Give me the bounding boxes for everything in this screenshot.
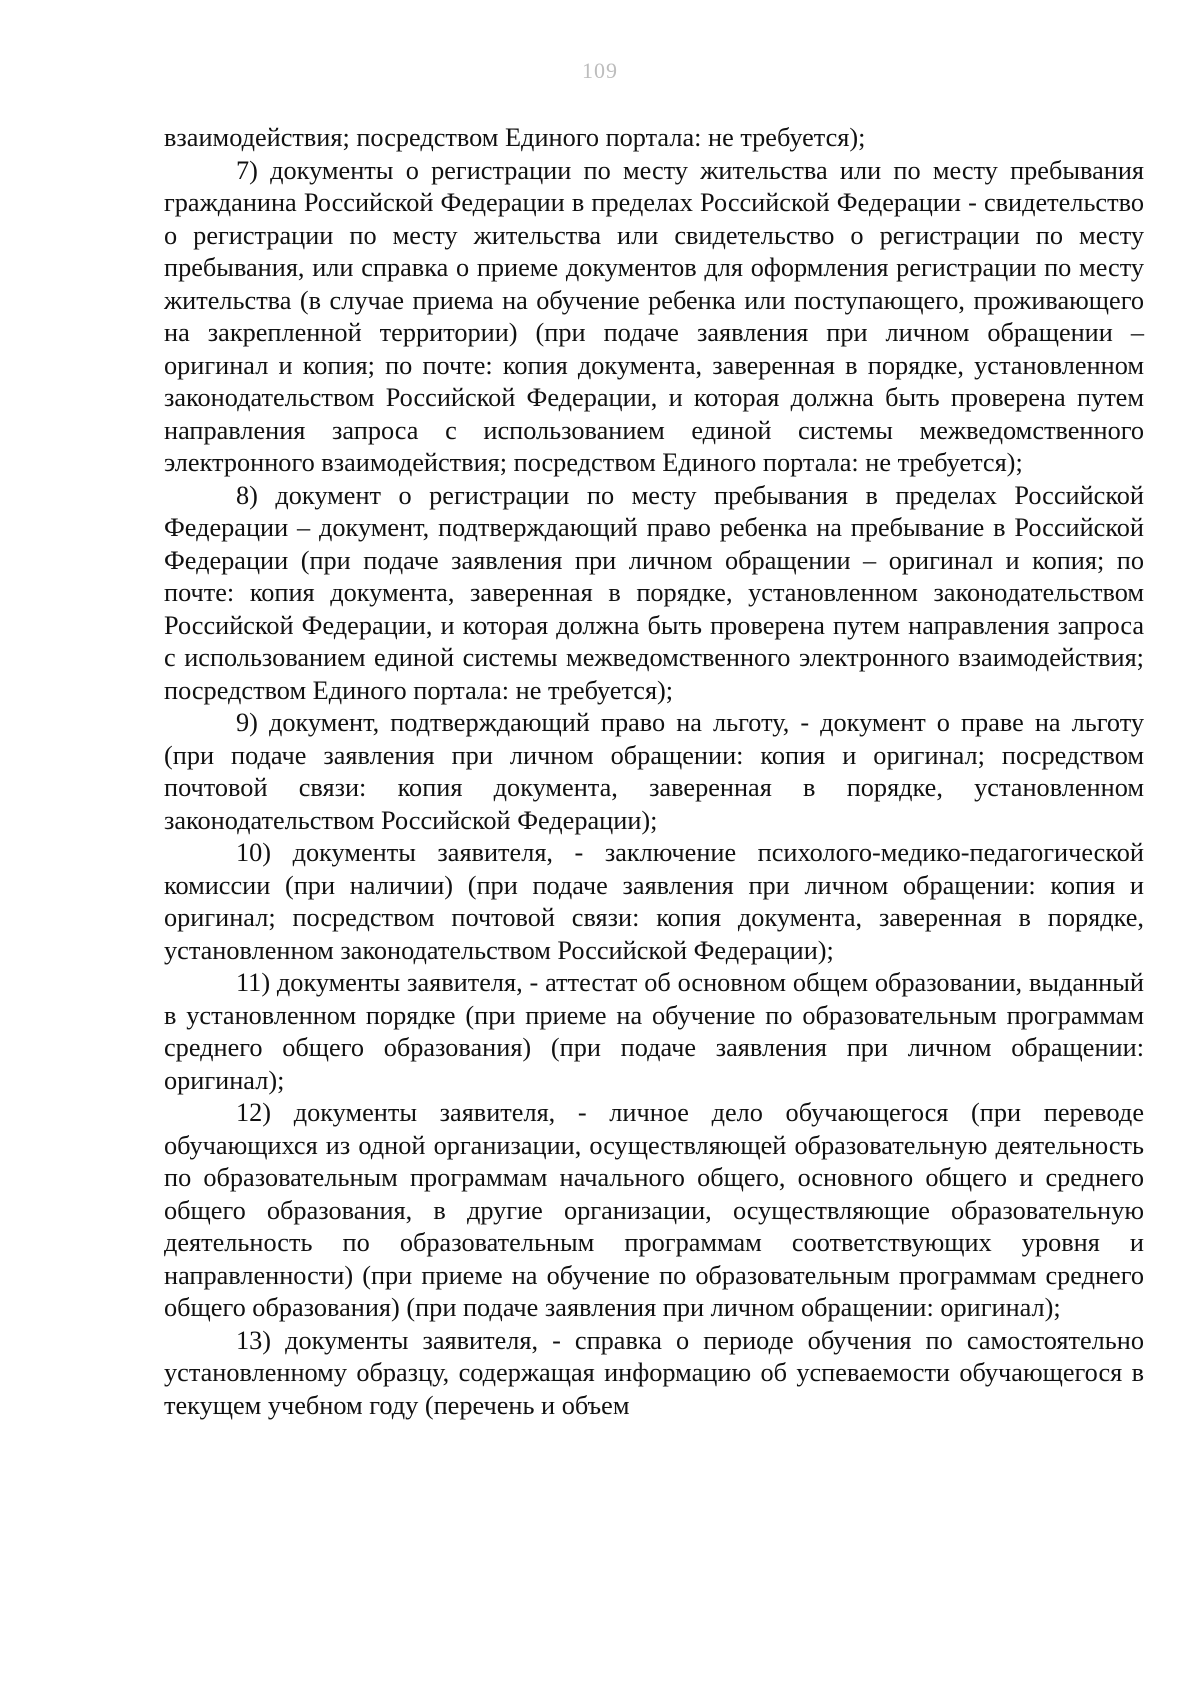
paragraph-item-9: 9) документ, подтверждающий право на льготу, - документ о праве на льготу (при подаче заявления при личном обращении: копия и оригинал; посредством почтовой связи: копия документа, заверенная в порядке, установленном законодательством Российской Федерации); xyxy=(164,708,1144,835)
paragraph-item-8: 8) документ о регистрации по месту пребывания в пределах Российской Федерации – документ, подтверждающий право ребенка на пребывание в Российской Федерации (при подаче заявления при личном обращении – оригинал и копия; по почте: копия документа, заверенная в порядке, установленном законодательством Российской Федерации, и которая должна быть проверена путем направления запроса с использованием единой системы межведомственного электронного взаимодействия; посредством Единого портала: не требуется); xyxy=(164,480,1144,705)
paragraph-item-12: 12) документы заявителя, - личное дело обучающегося (при переводе обучающихся из одной организации, осуществляющей образовательную деятельность по образовательным программам начального общего, основного общего и среднего общего образования, в другие организации, осуществляющие образовательную деятельность по образовательным программам соответствующих уровня и направленности) (при приеме на обучение по образовательным программам среднего общего образования) (при подаче заявления при личном обращении: оригинал); xyxy=(164,1098,1144,1322)
paragraph-continuation: взаимодействия; посредством Единого портала: не требуется); xyxy=(164,123,866,152)
paragraph-item-11: 11) документы заявителя, - аттестат об основном общем образовании, выданный в установленном порядке (при приеме на обучение по образовательным программам среднего общего образования) (при подаче заявления при личном обращении: оригинал); xyxy=(164,968,1144,1095)
document-body xyxy=(164,122,1144,1422)
paragraph-item-13: 13) документы заявителя, - справка о периоде обучения по самостоятельно установленному образцу, содержащая информацию об успеваемости обучающегося в текущем учебном году (перечень и объем xyxy=(164,1325,1144,1420)
page-number: 109 xyxy=(582,58,618,83)
paragraph-item-7: 7) документы о регистрации по месту жительства или по месту пребывания гражданина Российской Федерации в пределах Российской Федерации - свидетельство о регистрации по месту жительства или свидетельство о регистрации по месту пребывания, или справка о приеме документов для оформления регистрации по месту жительства (в случае приема на обучение ребенка или поступающего, проживающего на закрепленной территории) (при подаче заявления при личном обращении – оригинал и копия; по почте: копия документа, заверенная в порядке, установленном законодательством Российской Федерации, и которая должна быть проверена путем направления запроса с использованием единой системы межведомственного электронного взаимодействия; посредством Единого портала: не требуется); xyxy=(164,155,1144,477)
paragraph-item-10: 10) документы заявителя, - заключение психолого-медико-педагогической комиссии (при наличии) (при подаче заявления при личном обращении: копия и оригинал; посредством почтовой связи: копия документа, заверенная в порядке, установленном законодательством Российской Федерации); xyxy=(164,838,1144,965)
